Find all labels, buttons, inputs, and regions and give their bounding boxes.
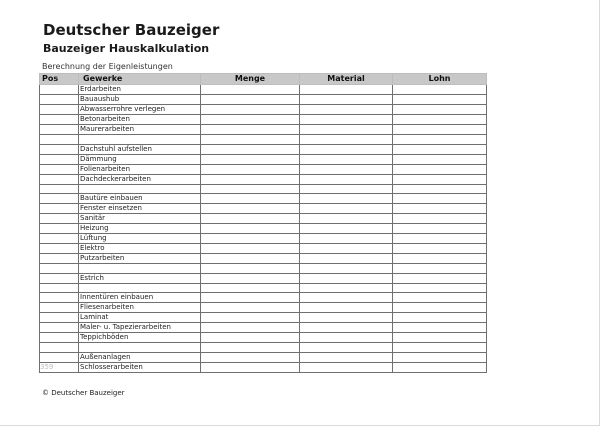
cell-pos[interactable]: [40, 115, 79, 125]
cell-lohn[interactable]: [393, 214, 487, 224]
cell-pos[interactable]: [40, 135, 79, 145]
cell-menge[interactable]: [201, 125, 300, 135]
table-row: [40, 362, 487, 372]
cell-menge[interactable]: [201, 204, 300, 214]
cell-menge[interactable]: [201, 144, 300, 154]
table-row: [40, 154, 487, 164]
cell-menge[interactable]: [201, 174, 300, 184]
cell-gewerke[interactable]: [79, 264, 201, 274]
cell-material[interactable]: [300, 273, 393, 283]
table-row: [40, 115, 487, 125]
cell-menge[interactable]: [201, 264, 300, 274]
table-row: [40, 184, 487, 194]
cell-gewerke[interactable]: Sanitär: [79, 214, 201, 224]
cell-gewerke[interactable]: Laminat: [79, 313, 201, 323]
cell-menge[interactable]: [201, 194, 300, 204]
cell-pos[interactable]: [40, 343, 79, 353]
cell-menge[interactable]: [201, 293, 300, 303]
cell-gewerke[interactable]: Elektro: [79, 244, 201, 254]
cell-pos[interactable]: [40, 174, 79, 184]
cell-menge[interactable]: [201, 224, 300, 234]
cell-lohn[interactable]: [393, 362, 487, 372]
cell-menge[interactable]: [201, 214, 300, 224]
table-row: [40, 164, 487, 174]
cell-material[interactable]: [300, 154, 393, 164]
cell-pos[interactable]: [40, 293, 79, 303]
cell-gewerke[interactable]: Innentüren einbauen: [79, 293, 201, 303]
cell-menge[interactable]: [201, 164, 300, 174]
cell-gewerke[interactable]: Dachdeckerarbeiten: [79, 174, 201, 184]
table-row: [40, 214, 487, 224]
page-subtitle: Bauzeiger Hauskalkulation: [43, 42, 210, 55]
cell-gewerke[interactable]: Putzarbeiten: [79, 254, 201, 264]
cell-gewerke[interactable]: Maurerarbeiten: [79, 125, 201, 135]
cell-menge[interactable]: [201, 154, 300, 164]
cell-pos[interactable]: [40, 234, 79, 244]
table-row: [40, 194, 487, 204]
table-row: [40, 95, 487, 105]
table-row: [40, 333, 487, 343]
cell-lohn[interactable]: [393, 323, 487, 333]
cell-material[interactable]: [300, 313, 393, 323]
cell-pos[interactable]: [40, 125, 79, 135]
cell-material[interactable]: [300, 125, 393, 135]
cell-lohn[interactable]: [393, 224, 487, 234]
cell-pos[interactable]: [40, 333, 79, 343]
cell-gewerke[interactable]: Bauaushub: [79, 95, 201, 105]
cell-material[interactable]: [300, 184, 393, 194]
cell-menge[interactable]: [201, 313, 300, 323]
table-row: [40, 273, 487, 283]
cell-lohn[interactable]: [393, 283, 487, 293]
cell-lohn[interactable]: [393, 264, 487, 274]
cell-material[interactable]: [300, 234, 393, 244]
cell-gewerke[interactable]: [79, 184, 201, 194]
cell-material[interactable]: [300, 135, 393, 145]
table-row: [40, 264, 487, 274]
cell-gewerke[interactable]: Abwasserrohre verlegen: [79, 105, 201, 115]
cell-gewerke[interactable]: Bautüre einbauen: [79, 194, 201, 204]
cell-pos-value: 359: [40, 362, 54, 371]
cell-gewerke[interactable]: Außenanlagen: [79, 352, 201, 362]
cell-pos[interactable]: [40, 244, 79, 254]
cell-gewerke[interactable]: Heizung: [79, 224, 201, 234]
cell-lohn[interactable]: [393, 85, 487, 95]
table-row: [40, 234, 487, 244]
cell-lohn[interactable]: [393, 303, 487, 313]
cell-lohn[interactable]: [393, 273, 487, 283]
cell-menge[interactable]: [201, 115, 300, 125]
cell-lohn[interactable]: [393, 174, 487, 184]
cell-pos[interactable]: [40, 164, 79, 174]
cell-pos[interactable]: [40, 313, 79, 323]
table-row: [40, 352, 487, 362]
table-row: [40, 85, 487, 95]
cell-menge[interactable]: [201, 323, 300, 333]
cell-material[interactable]: [300, 323, 393, 333]
cell-gewerke[interactable]: Teppichböden: [79, 333, 201, 343]
cell-pos[interactable]: [40, 144, 79, 154]
cell-menge[interactable]: [201, 303, 300, 313]
cell-material[interactable]: [300, 85, 393, 95]
cell-material[interactable]: [300, 343, 393, 353]
cell-gewerke[interactable]: Schlosserarbeiten: [79, 362, 201, 372]
cell-lohn[interactable]: [393, 333, 487, 343]
cell-menge[interactable]: [201, 105, 300, 115]
column-header-lohn: Lohn: [393, 74, 487, 85]
cell-lohn[interactable]: [393, 234, 487, 244]
table-header-row: [40, 74, 487, 85]
cell-pos[interactable]: [40, 95, 79, 105]
copyright-footer: © Deutscher Bauzeiger: [42, 389, 125, 397]
cell-pos[interactable]: [40, 184, 79, 194]
cell-gewerke[interactable]: [79, 343, 201, 353]
cell-lohn[interactable]: [393, 164, 487, 174]
cell-gewerke[interactable]: Dämmung: [79, 154, 201, 164]
cell-material[interactable]: [300, 254, 393, 264]
cell-menge[interactable]: [201, 95, 300, 105]
cell-lohn[interactable]: [393, 204, 487, 214]
cell-menge[interactable]: [201, 362, 300, 372]
cell-gewerke[interactable]: Lüftung: [79, 234, 201, 244]
cell-menge[interactable]: [201, 352, 300, 362]
table-row: [40, 144, 487, 154]
table-caption: Berechnung der Eigenleistungen: [42, 62, 173, 71]
cell-lohn[interactable]: [393, 343, 487, 353]
cell-pos[interactable]: [40, 204, 79, 214]
cell-material[interactable]: [300, 174, 393, 184]
cell-material[interactable]: [300, 105, 393, 115]
table-row: [40, 343, 487, 353]
cell-pos[interactable]: [40, 362, 79, 372]
cell-material[interactable]: [300, 214, 393, 224]
cell-gewerke[interactable]: Fenster einsetzen: [79, 204, 201, 214]
cell-material[interactable]: [300, 333, 393, 343]
cell-pos[interactable]: [40, 323, 79, 333]
cell-gewerke[interactable]: Betonarbeiten: [79, 115, 201, 125]
table-row: [40, 244, 487, 254]
cell-gewerke[interactable]: Maler- u. Tapezierarbeiten: [79, 323, 201, 333]
cell-lohn[interactable]: [393, 105, 487, 115]
table-row: [40, 254, 487, 264]
cell-menge[interactable]: [201, 273, 300, 283]
cell-menge[interactable]: [201, 85, 300, 95]
column-header-menge: Menge: [201, 74, 300, 85]
cell-material[interactable]: [300, 95, 393, 105]
cell-lohn[interactable]: [393, 313, 487, 323]
cell-gewerke[interactable]: Fliesenarbeiten: [79, 303, 201, 313]
cell-lohn[interactable]: [393, 184, 487, 194]
column-header-material: Material: [300, 74, 393, 85]
cell-lohn[interactable]: [393, 244, 487, 254]
cell-pos[interactable]: [40, 273, 79, 283]
cell-material[interactable]: [300, 303, 393, 313]
cell-pos[interactable]: [40, 85, 79, 95]
table-row: [40, 204, 487, 214]
cell-pos[interactable]: [40, 254, 79, 264]
calculation-table: [39, 73, 487, 373]
cell-menge[interactable]: [201, 234, 300, 244]
cell-material[interactable]: [300, 144, 393, 154]
table-row: [40, 224, 487, 234]
cell-material[interactable]: [300, 194, 393, 204]
cell-material[interactable]: [300, 115, 393, 125]
table-row: [40, 135, 487, 145]
cell-material[interactable]: [300, 244, 393, 254]
column-header-gewerke: Gewerke: [79, 74, 201, 85]
cell-lohn[interactable]: [393, 115, 487, 125]
cell-material[interactable]: [300, 352, 393, 362]
cell-lohn[interactable]: [393, 352, 487, 362]
table-row: [40, 293, 487, 303]
cell-gewerke[interactable]: Estrich: [79, 273, 201, 283]
cell-menge[interactable]: [201, 254, 300, 264]
table-row: [40, 174, 487, 184]
cell-pos[interactable]: [40, 264, 79, 274]
cell-lohn[interactable]: [393, 154, 487, 164]
cell-pos[interactable]: [40, 283, 79, 293]
cell-material[interactable]: [300, 204, 393, 214]
table-row: [40, 125, 487, 135]
cell-material[interactable]: [300, 362, 393, 372]
cell-menge[interactable]: [201, 343, 300, 353]
table-row: [40, 303, 487, 313]
cell-pos[interactable]: [40, 352, 79, 362]
cell-gewerke[interactable]: [79, 135, 201, 145]
cell-lohn[interactable]: [393, 194, 487, 204]
cell-lohn[interactable]: [393, 125, 487, 135]
cell-menge[interactable]: [201, 184, 300, 194]
cell-lohn[interactable]: [393, 144, 487, 154]
cell-material[interactable]: [300, 224, 393, 234]
cell-menge[interactable]: [201, 283, 300, 293]
cell-menge[interactable]: [201, 333, 300, 343]
cell-pos[interactable]: [40, 154, 79, 164]
table-body: [40, 85, 487, 373]
cell-menge[interactable]: [201, 244, 300, 254]
column-header-pos: Pos: [40, 74, 79, 85]
cell-menge[interactable]: [201, 135, 300, 145]
table-row: [40, 323, 487, 333]
page-title: Deutscher Bauzeiger: [43, 21, 220, 39]
cell-material[interactable]: [300, 264, 393, 274]
cell-gewerke[interactable]: Erdarbeiten: [79, 85, 201, 95]
cell-lohn[interactable]: [393, 135, 487, 145]
table-row: [40, 313, 487, 323]
cell-pos[interactable]: [40, 214, 79, 224]
cell-gewerke[interactable]: Folienarbeiten: [79, 164, 201, 174]
table-row: [40, 283, 487, 293]
cell-pos[interactable]: [40, 224, 79, 234]
cell-material[interactable]: [300, 164, 393, 174]
cell-lohn[interactable]: [393, 254, 487, 264]
cell-material[interactable]: [300, 283, 393, 293]
cell-material[interactable]: [300, 293, 393, 303]
cell-gewerke[interactable]: Dachstuhl aufstellen: [79, 144, 201, 154]
cell-gewerke[interactable]: [79, 283, 201, 293]
cell-lohn[interactable]: [393, 293, 487, 303]
cell-pos[interactable]: [40, 105, 79, 115]
cell-lohn[interactable]: [393, 95, 487, 105]
table-row: [40, 105, 487, 115]
cell-pos[interactable]: [40, 194, 79, 204]
cell-pos[interactable]: [40, 303, 79, 313]
